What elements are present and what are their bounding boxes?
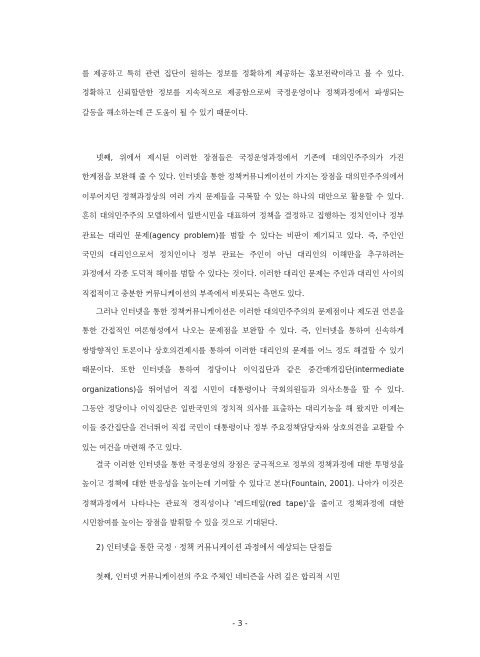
paragraph-2: 넷째, 위에서 제시된 이러한 장점들은 국정운영과정에서 기존에 대의민주주의가 가진 한계점을 보완해 줄 수 있다. 인터넷을 통한 정책커뮤니케이션이 가지는 장점을 대의민주주의에서 이루어지던 정책과정상의 여러 가지 문제들을 극복할 수 있는 하나의 대안으로 활용할 수 있다. 흔히 대의민주주의 모델하에서 일반시민을 대표하여 정책을 결정하고 집행하는 정치인이나 정부 관료는 대리인 문제(agency problem)를 범할 수 있다는 비판이 제기되고 있다. 즉, 주인인 국민의 대리인으로서 정치인이나 정부 관료는 주인이 아닌 대리인의 이해만을 추구하려는 과정에서 각종 도덕적 해이를 범할 수 있다는 것이다. 이러한 대리인 문제는 주인과 대리인 사이의 직접적이고 충분한 커뮤니케이션의 부족에서 비롯되는 측면도 있다. [82,153,404,298]
paragraph-4: 결국 이러한 인터넷을 통한 국정운영의 장점은 궁극적으로 정부의 정책과정에 대한 투명성을 높이고 정책에 대한 반응성을 높이는데 기여할 수 있다고 본다(Fountain, 2001). 나아가 이것은 정책과정에서 나타나는 관료적 경직성이나 '레드테잎(red tape)'을 줄이고 정책과정에 대한 시민참여를 높이는 장점을 발휘할 수 있을 것으로 기대된다. [82,460,404,528]
paragraph-3: 그러나 인터넷을 통한 정책커뮤니케이션은 이러한 대의민주주의의 문제점이나 제도권 언론을 통한 간접적인 여론형성에서 나오는 문제점을 보완할 수 있다. 즉, 인터넷을 통하여 신속하게 쌍방향적인 토론이나 상호의견제시를 통하여 이러한 대리인의 문제를 어느 정도 해결할 수 있기 때문이다. 또한 인터넷을 통하여 정당이나 이익집단과 같은 중간매개집단(intermediate organizations)을 뛰어넘어 직접 시민이 대통령이나 국회의원들과 의사소통을 할 수 있다. 그동안 정당이나 이익집단은 일반국민의 정치적 의사를 표출하는 대리기능을 해 왔지만 이제는 이들 중간집단을 건너뛰어 직접 국민이 대통령이나 정부 주요정책담당자와 상호의견을 교환할 수 있는 여건을 마련해 주고 있다. [82,307,404,452]
paragraph-5: 첫째, 인터넷 커뮤니케이션의 주요 주체인 네티즌을 사려 깊은 합리적 시민 [96,572,341,581]
section-heading: 2) 인터넷을 통한 국정 · 정책 커뮤니케이션 과정에서 예상되는 단점들 [96,543,333,552]
paragraph-1: 를 제공하고 특히 관련 집단이 원하는 정보를 정확하게 제공하는 홍보전략이라고 볼 수 있다. 정확하고 신뢰할만한 정보를 지속적으로 제공함으로써 국정운영이나 정책과정에서 파생되는 갈등을 해소하는데 큰 도움이 될 수 있기 때문이다. [82,69,404,117]
page-number: - 3 - [232,619,248,628]
